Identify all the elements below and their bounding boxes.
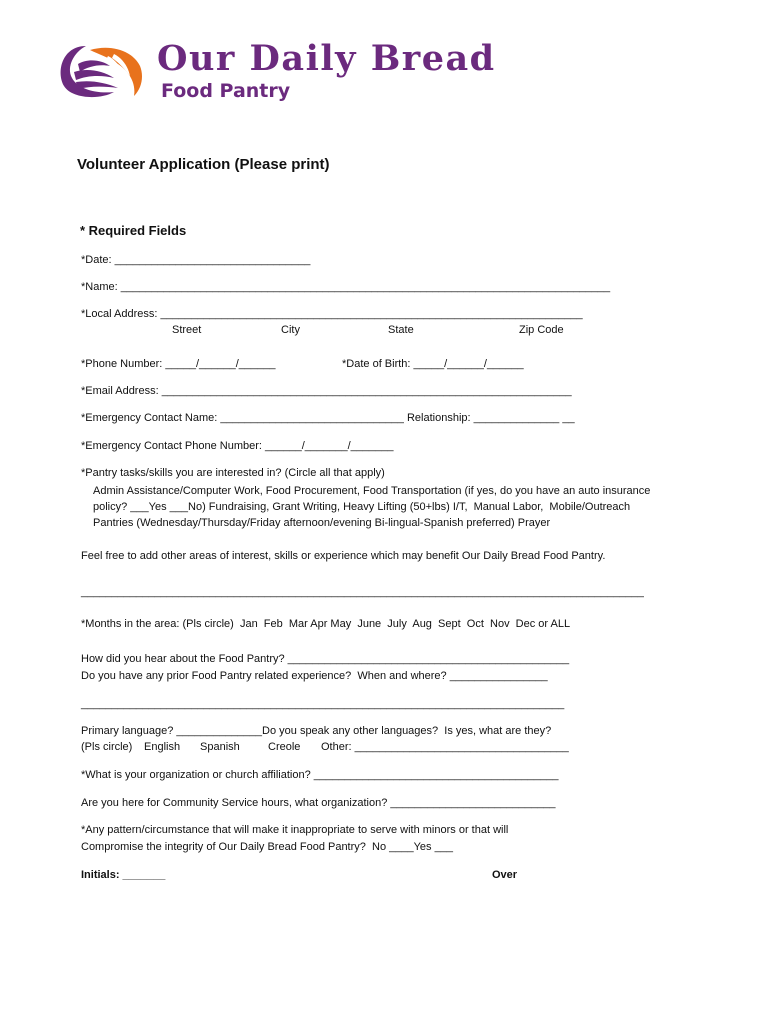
months-in-area-field[interactable]: *Months in the area: (Pls circle) Jan Feb Mar Apr May June July Aug Sept Oct Nov Dec or ALL xyxy=(81,618,571,630)
language-option-english[interactable]: English xyxy=(144,741,181,753)
address-state-label: State xyxy=(388,324,414,336)
address-zip-label: Zip Code xyxy=(519,324,564,336)
experience-blank-line[interactable]: _______________________________________________________________________________ xyxy=(81,698,565,710)
required-fields-note: * Required Fields xyxy=(80,223,187,238)
logo-subtitle: Food Pantry xyxy=(161,80,291,102)
primary-language-field[interactable]: Primary language? ______________Do you speak any other languages? Is yes, what are they? xyxy=(81,725,552,737)
tasks-options-line-3: Pantries (Wednesday/Thursday/Friday afternoon/evening Bi-lingual-Spanish preferred) Prayer xyxy=(93,517,551,529)
over-label: Over xyxy=(492,869,518,881)
email-address-field[interactable]: *Email Address: ___________________________________________________________________ xyxy=(81,385,572,397)
emergency-contact-name-field[interactable]: *Emergency Contact Name: ______________________________ Relationship: ______________ __ xyxy=(81,412,575,424)
how-heard-field[interactable]: How did you hear about the Food Pantry? ______________________________________________ xyxy=(81,653,570,665)
emergency-contact-phone-field[interactable]: *Emergency Contact Phone Number: ______/_______/_______ xyxy=(81,440,394,452)
date-field[interactable]: *Date: ________________________________ xyxy=(81,254,311,266)
language-other-field[interactable]: Other: ___________________________________ xyxy=(321,741,569,753)
tasks-options-line-1: Admin Assistance/Computer Work, Food Procurement, Food Transportation (if yes, do you have an auto insurance xyxy=(93,485,651,497)
tasks-question: *Pantry tasks/skills you are interested in? (Circle all that apply) xyxy=(81,467,385,479)
logo-title: Our Daily Bread xyxy=(157,38,496,79)
initials-field[interactable]: Initials: _______ xyxy=(81,869,166,881)
address-street-label: Street xyxy=(172,324,202,336)
language-option-spanish[interactable]: Spanish xyxy=(200,741,240,753)
form-title: Volunteer Application (Please print) xyxy=(77,156,330,173)
tasks-options-line-2: policy? ___Yes ___No) Fundraising, Grant Writing, Heavy Lifting (50+lbs) I/T, Manual Labor, Mobile/Outreach xyxy=(93,501,631,513)
community-service-field[interactable]: Are you here for Community Service hours, what organization? ___________________________ xyxy=(81,797,556,809)
name-field[interactable]: *Name: ________________________________________________________________________________ xyxy=(81,281,611,293)
language-option-creole[interactable]: Creole xyxy=(268,741,301,753)
date-of-birth-field[interactable]: *Date of Birth: _____/______/______ xyxy=(342,358,524,370)
address-city-label: City xyxy=(281,324,300,336)
local-address-field[interactable]: *Local Address: _____________________________________________________________________ xyxy=(81,308,583,320)
prior-experience-field[interactable]: Do you have any prior Food Pantry related experience? When and where? ________________ xyxy=(81,670,548,682)
interest-blank-line[interactable]: ____________________________________________________________________________________________ xyxy=(81,586,644,598)
language-circle-label: (Pls circle) xyxy=(81,741,133,753)
phone-number-field[interactable]: *Phone Number: _____/______/______ xyxy=(81,358,276,370)
organization-affiliation-field[interactable]: *What is your organization or church affiliation? ________________________________________ xyxy=(81,769,559,781)
bread-flame-logo-icon xyxy=(56,42,146,100)
interest-note: Feel free to add other areas of interest, skills or experience which may benefit Our Daily Bread Food Pantry. xyxy=(81,550,606,562)
pattern-question-line-1: *Any pattern/circumstance that will make it inappropriate to serve with minors or that will xyxy=(81,824,509,836)
pattern-question-line-2[interactable]: Compromise the integrity of Our Daily Bread Food Pantry? No ____Yes ___ xyxy=(81,841,453,853)
